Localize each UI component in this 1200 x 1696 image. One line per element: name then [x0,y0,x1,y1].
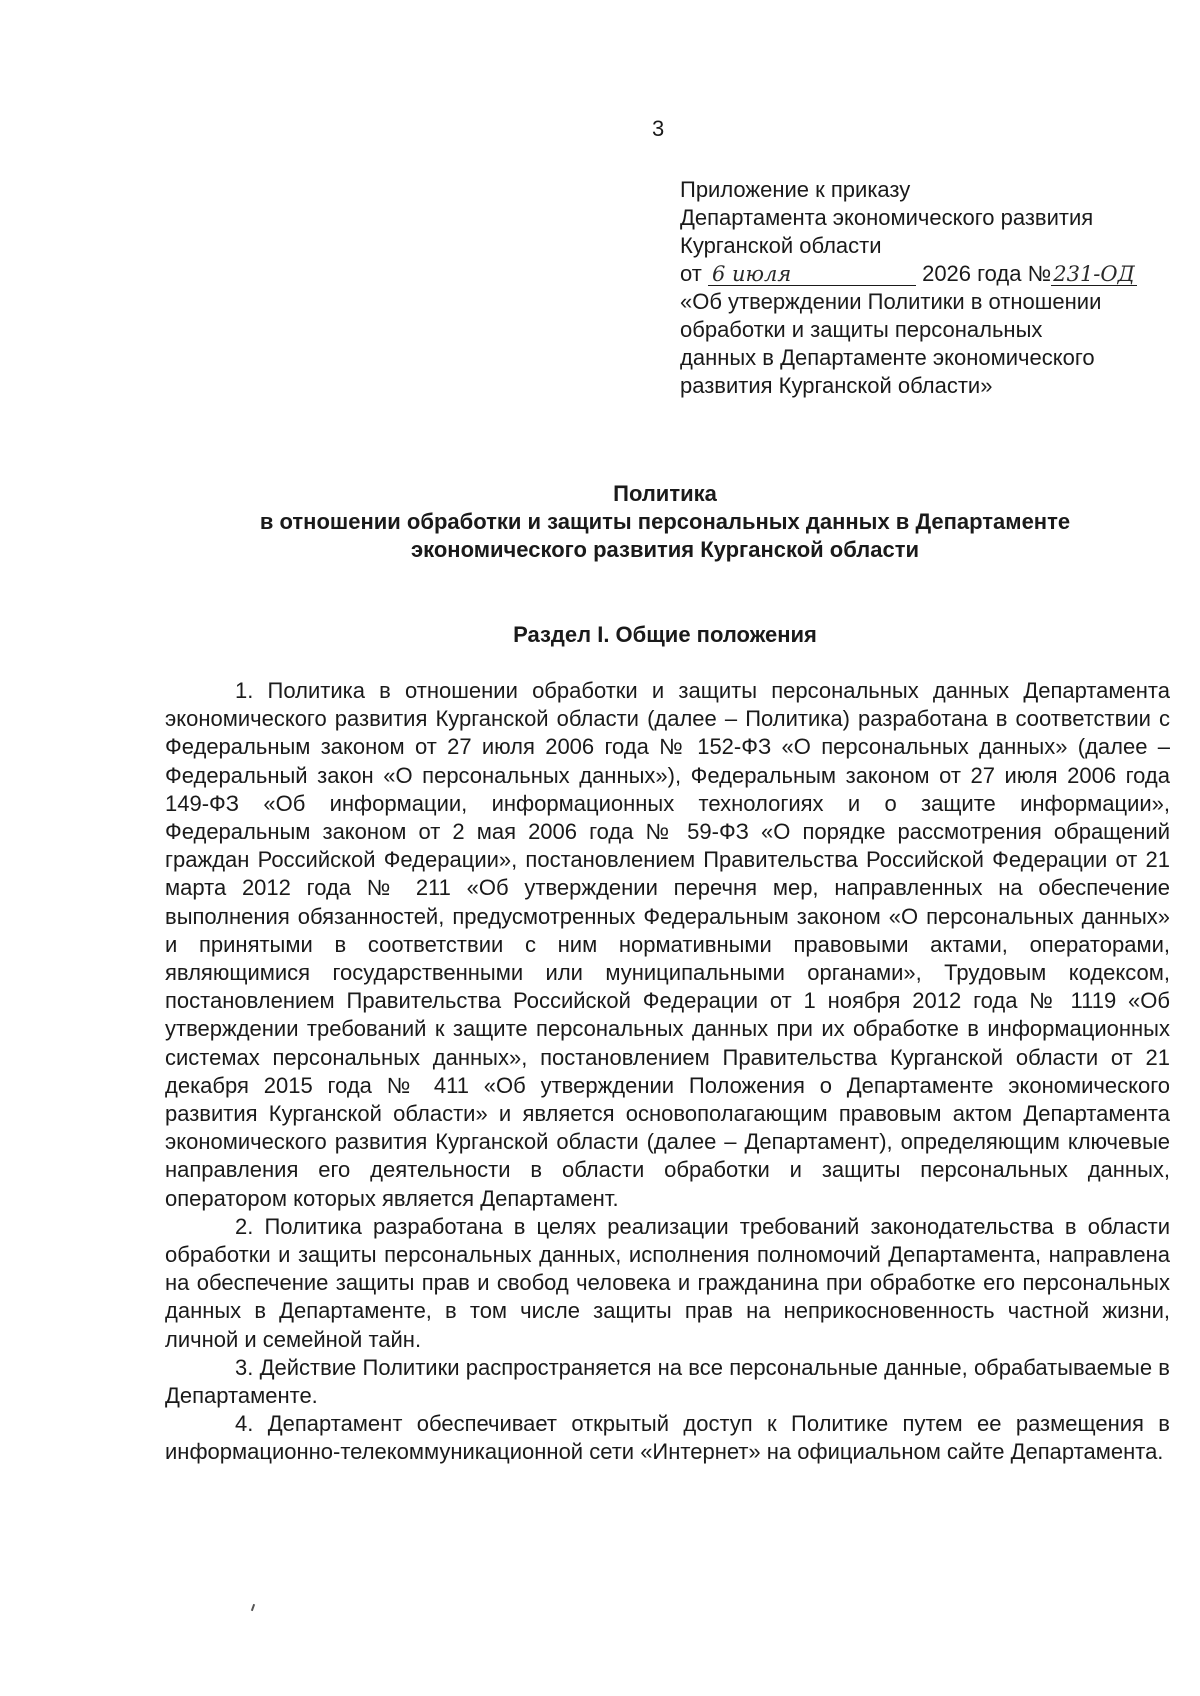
annex-date-line [680,260,1170,288]
page-number: 3 [652,116,665,141]
handwritten-date: 6 июля [708,263,916,286]
paragraph-4: 4. Департамент обеспечивает открытый доступ к Политике путем ее размещения в информационно-телекоммуникационной сети «Интернет» на официальном сайте Департамента. [165,1411,1170,1465]
paragraph-2: 2. Политика разработана в целях реализации требований законодательства в области обработки и защиты персональных данных, исполнения полномочий Департамента, направлена на обеспечение защиты прав и свобод человека и гражданина при обработке его персональных данных в Департаменте, в том числе защиты прав на неприкосновенность частной жизни, личной и семейной тайн. [165,1213,1170,1352]
annex-line: Курганской области [680,233,882,258]
section-title: Раздел I. Общие положения [513,622,817,647]
year-text: 2026 года № [922,261,1052,286]
document-body [165,677,1170,1467]
title-line: Политика [613,481,717,506]
date-prefix: от [680,261,702,286]
annex-line: развития Курганской области» [680,373,993,398]
handwritten-order-number: 231-ОД [1053,262,1135,286]
paragraph-1: 1. Политика в отношении обработки и защиты персональных данных Департамента экономического развития Курганской области (далее – Политика) разработана в соответствии с Федеральным законом от 27 июля 2006 года № 152-ФЗ «О персональных данных» (далее – Федеральный закон «О персональных данных»), Федеральным законом от 27 июля 2006 года 149-ФЗ «Об информации, информационных технологиях и о защите информации», Федеральным законом от 2 мая 2006 года № 59-ФЗ «О порядке рассмотрения обращений граждан Российской Федерации», постановлением Правительства Российской Федерации от 21 марта 2012 года № 211 «Об утверждении перечня мер, направленных на обеспечение выполнения обязанностей, предусмотренных Федеральным законом «О персональных данных» и принятыми в соответствии с ним нормативными правовыми актами, операторами, являющимися государственными или муниципальными органами», Трудовым кодексом, постановлением Правительства Российской Федерации от 1 ноября 2012 года № 1119 «Об утверждении требований к защите персональных данных при их обработке в информационных системах персональных данных», постановлением Правительства Курганской области от 21 декабря 2015 года № 411 «Об утверждении Положения о Департаменте экономического развития Курганской области» и является основополагающим правовым актом Департамента экономического развития Курганской области (далее – Департамент), определяющим ключевые направления его деятельности в области обработки и защиты персональных данных, оператором которых является Департамент. [165,678,1170,1211]
title-line: экономического развития Курганской области [410,537,919,562]
document-title [150,480,1180,564]
annex-line: Приложение к приказу [680,177,911,202]
paragraph-3: 3. Действие Политики распространяется на все персональные данные, обрабатываемые в Департаменте. [165,1354,1170,1409]
annex-line: «Об утверждении Политики в отношении [680,289,1102,314]
annex-line: данных в Департаменте экономического [680,345,1095,370]
annex-line: обработки и защиты персональных [680,317,1043,342]
scan-speck [251,1604,255,1611]
annex-block [680,176,1170,400]
annex-line: Департамента экономического развития [680,205,1094,230]
title-line: в отношении обработки и защиты персональных данных в Департаменте [259,509,1071,534]
